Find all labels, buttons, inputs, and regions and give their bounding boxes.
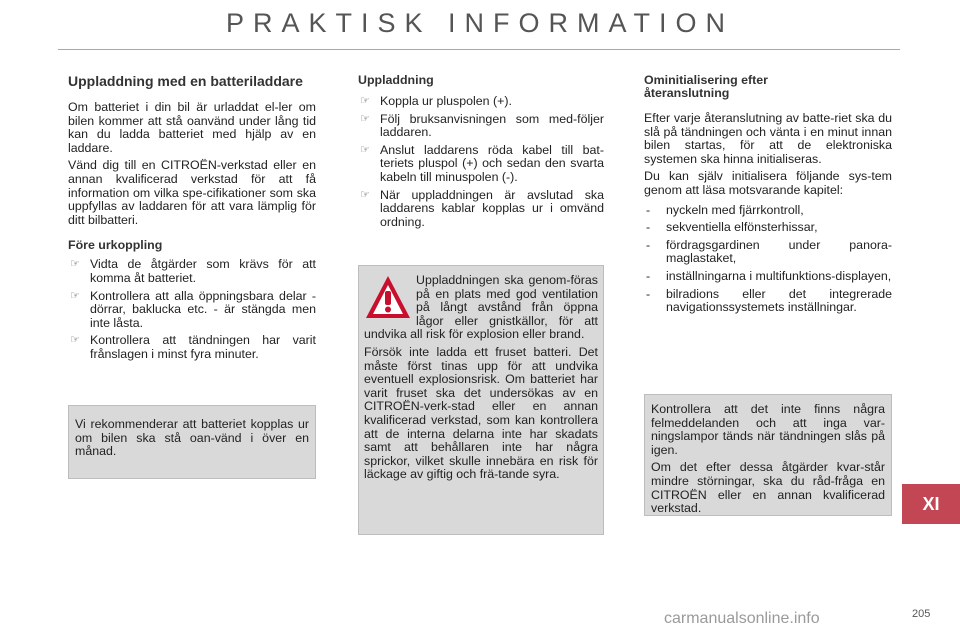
bullet-list [68, 258, 316, 361]
list-item: - sekventiella elfönsterhissar, [646, 220, 818, 235]
page-header [0, 0, 960, 52]
header-divider [58, 49, 900, 50]
bullet-list [358, 95, 604, 229]
list-item: - fördragsgardinen under panora-maglastaket, [646, 237, 892, 266]
chapter-tab: XI [902, 484, 960, 524]
list-item: ☞ Vidta de åtgärder som krävs för att komma åt batteriet. [70, 257, 316, 285]
dash-list [644, 204, 892, 315]
list-item: - inställningarna i multifunktions-displayen, [646, 268, 892, 283]
warning-triangle-icon [364, 274, 412, 322]
info-box-left [68, 405, 316, 479]
paragraph: Du kan själv initialisera följande sys-tem genom att läsa motsvarande kapitel: [644, 169, 892, 197]
column-right [644, 74, 892, 319]
list-item: ☞ Koppla ur pluspolen (+). [360, 94, 512, 108]
subheading: Uppladdning [358, 73, 434, 87]
paragraph: Vänd dig till en CITROËN-verkstad eller en annan kvalificerad verkstad för att få information om vilka spe-cifikationer som ska uppfyllas av laddaren för att vara lämplig för ditt bilbatteri. [68, 158, 316, 227]
warning-box [358, 265, 604, 535]
section-heading: Uppladdning med en batteriladdare [68, 73, 303, 89]
pointing-hand-icon: ☞ [70, 258, 80, 271]
section-heading: Ominitialisering efter återanslutning [644, 73, 768, 100]
paragraph: Om batteriet i din bil är urladdat el-ler om bilen kommer att stå oanvänd under lång tid kan du ladda batteriet med hjälp av en laddare. [68, 100, 316, 155]
page-number: 205 [912, 608, 931, 620]
subheading: Före urkoppling [68, 238, 163, 253]
list-item: ☞ Kontrollera att alla öppningsbara delar - dörrar, baklucka etc. - är stängda men inte låsta. [70, 288, 316, 330]
list-item: ☞ Anslut laddarens röda kabel till bat-teriets pluspol (+) och sedan den svarta kabeln till minuspolen (-). [360, 142, 604, 184]
column-middle [358, 74, 604, 233]
list-item: ☞ Följ bruksanvisningen som med-följer laddaren. [360, 111, 604, 140]
warning-text: Försök inte ladda ett fruset batteri. Det måste först tinas upp för att undvika eventuell explosionsrisk. Om batteriet har varit fruset ska det undersökas av en CITROËN-verk-stad eller en annan kvalificerad verkstad, som kan kontrollera att de interna delarna inte har skadats samt att behållaren inte har några sprickor, vilket skulle innebära en risk för läckage av giftig och frä-tande syra. [364, 344, 598, 482]
paragraph: Efter varje återanslutning av batte-riet ska du slå på tändningen och vänta i en minut innan bilen startas, för att de elektroniska systemen ska hinna initialiseras. [644, 111, 892, 166]
info-text: Vi rekommenderar att batteriet kopplas ur om bilen ska stå oan-vänd i över en månad. [75, 417, 309, 459]
info-text: Om det efter dessa åtgärder kvar-står mindre störningar, ska du råd-fråga en CITROËN eller en annan kvalificerad verkstad. [651, 460, 885, 516]
watermark: carmanualsonline.info [664, 610, 820, 627]
info-box-right [644, 394, 892, 516]
list-item: - bilradions eller det integrerade navigationssystemets inställningar. [646, 286, 892, 315]
list-item: ☞ När uppladdningen är avslutad ska laddarens kablar kopplas ur i omvänd ordning. [360, 187, 604, 229]
list-item: ☞ Kontrollera att tändningen har varit frånslagen i minst fyra minuter. [70, 333, 316, 361]
pointing-hand-icon: ☞ [360, 112, 370, 125]
warning-text: Uppladdningen ska genom-föras på en plats med god ventilation på långt avstånd från öppna lågor eller gnistkällor, för att undvika all risk för explosion eller brand. [364, 273, 598, 342]
info-text: Kontrollera att det inte finns några felmeddelanden och att inga var-ningslampor tänds när tändningen slås på igen. [651, 402, 885, 457]
pointing-hand-icon: ☞ [360, 95, 370, 107]
pointing-hand-icon: ☞ [70, 289, 80, 302]
column-left [68, 74, 316, 366]
pointing-hand-icon: ☞ [360, 143, 370, 156]
pointing-hand-icon: ☞ [360, 188, 370, 201]
page-title: PRAKTISK INFORMATION [225, 8, 735, 38]
pointing-hand-icon: ☞ [70, 334, 80, 347]
list-item: - nyckeln med fjärrkontroll, [646, 202, 804, 217]
